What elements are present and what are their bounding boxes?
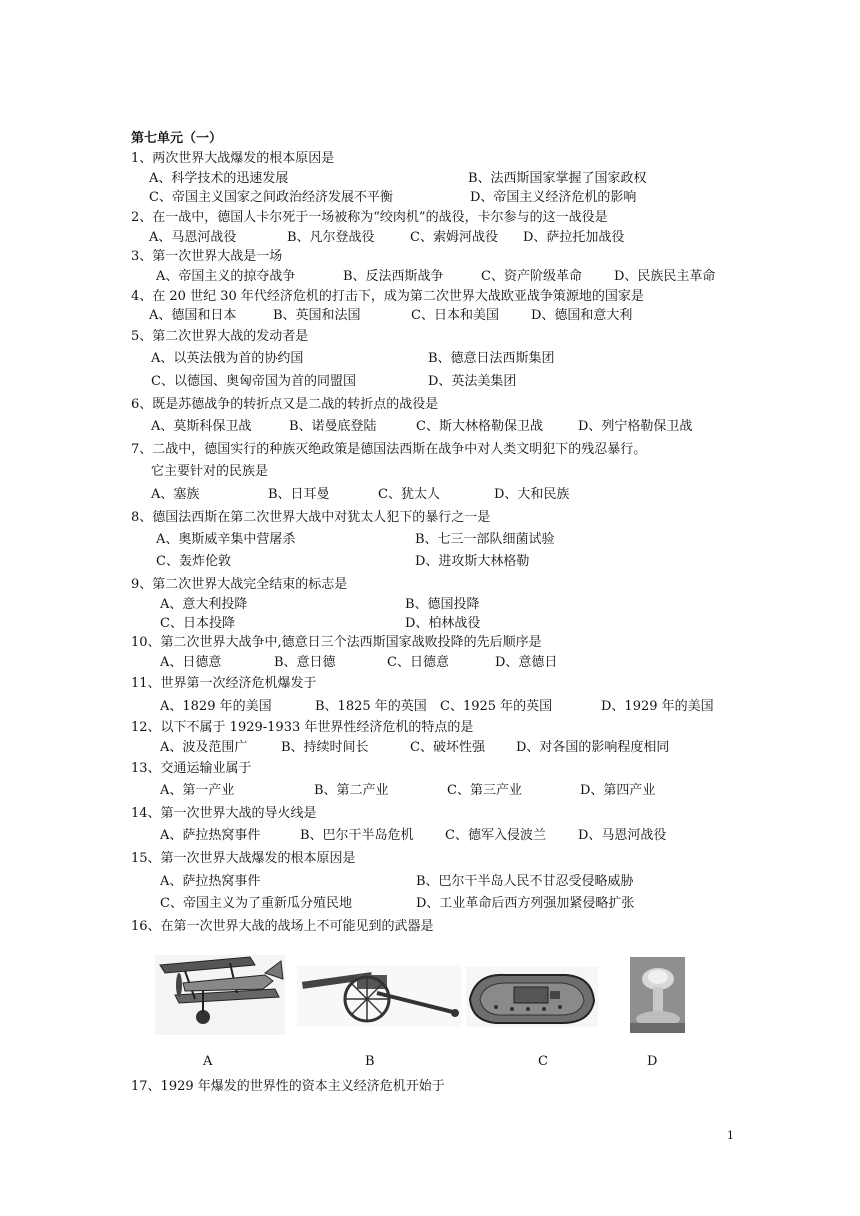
option-14c: C、德军入侵波兰	[445, 828, 546, 843]
question-14: 14、第一次世界大战的导火线是	[131, 806, 317, 821]
option-6b: B、诺曼底登陆	[289, 419, 377, 434]
option-14d: D、马恩河战役	[578, 828, 667, 843]
question-3: 3、第一次世界大战是一场	[131, 249, 283, 264]
question-8: 8、德国法西斯在第二次世界大战中对犹太人犯下的暴行之一是	[131, 510, 491, 525]
option-8c: C、轰炸伦敦	[156, 554, 231, 569]
option-12a: A、波及范围广	[160, 740, 248, 755]
option-1c: C、帝国主义国家之间政治经济发展不平衡	[149, 190, 393, 205]
option-9b: B、德国投降	[405, 597, 480, 612]
biplane-image	[155, 955, 285, 1035]
page-title: 第七单元（一）	[131, 131, 223, 146]
option-14a: A、萨拉热窝事件	[160, 828, 261, 843]
question-16: 16、在第一次世界大战的战场上不可能见到的武器是	[131, 919, 434, 934]
option-10b: B、意日德	[274, 655, 336, 670]
option-13a: A、第一产业	[160, 783, 235, 798]
option-3a: A、帝国主义的掠夺战争	[156, 269, 296, 284]
question-13: 13、交通运输业属于	[131, 761, 252, 776]
question-4: 4、在 20 世纪 30 年代经济危机的打击下，成为第二次世界大战欧亚战争策源地的国家是	[131, 289, 644, 304]
question-15: 15、第一次世界大战爆发的根本原因是	[131, 851, 356, 866]
option-8b: B、七三一部队细菌试验	[415, 532, 555, 547]
option-1d: D、帝国主义经济危机的影响	[470, 190, 637, 205]
option-5a: A、以英法俄为首的协约国	[151, 351, 304, 366]
picture-label-c: C	[538, 1054, 548, 1069]
page-number: 1	[727, 1129, 734, 1142]
option-2c: C、索姆河战役	[410, 230, 498, 245]
option-2d: D、萨拉托加战役	[523, 230, 625, 245]
option-15c: C、帝国主义为了重新瓜分殖民地	[160, 896, 352, 911]
option-11a: A、1829 年的美国	[160, 699, 272, 714]
tank-image	[466, 967, 598, 1027]
question-11: 11、世界第一次经济危机爆发于	[131, 676, 317, 691]
option-3b: B、反法西斯战争	[343, 269, 444, 284]
option-12b: B、持续时间长	[281, 740, 369, 755]
atomic-bomb-image	[630, 957, 685, 1033]
question-1: 1、两次世界大战爆发的根本原因是	[131, 151, 335, 166]
question-2: 2、在一战中，德国人卡尔死于一场被称为“绞肉机”的战役，卡尔参与的这一战役是	[131, 210, 608, 225]
option-4d: D、德国和意大利	[531, 308, 633, 323]
option-7b: B、日耳曼	[268, 487, 330, 502]
question-12: 12、以下不属于 1929-1933 年世界性经济危机的特点的是	[131, 720, 474, 735]
option-11c: C、1925 年的英国	[440, 699, 553, 714]
option-7c: C、犹太人	[378, 487, 440, 502]
question-7-cont: 它主要针对的民族是	[151, 464, 269, 479]
option-2b: B、凡尔登战役	[287, 230, 375, 245]
option-6d: D、列宁格勒保卫战	[578, 419, 693, 434]
question-9: 9、第二次世界大战完全结束的标志是	[131, 577, 348, 592]
option-12c: C、破坏性强	[410, 740, 485, 755]
option-11d: D、1929 年的美国	[601, 699, 714, 714]
option-5d: D、英法美集团	[428, 374, 517, 389]
question-17: 17、1929 年爆发的世界性的资本主义经济危机开始于	[131, 1079, 445, 1094]
option-1a: A、科学技术的迅速发展	[149, 171, 289, 186]
option-10d: D、意德日	[495, 655, 558, 670]
option-15a: A、萨拉热窝事件	[160, 874, 261, 889]
picture-label-d: D	[647, 1054, 658, 1069]
option-10c: C、日德意	[387, 655, 449, 670]
question-7: 7、二战中，德国实行的种族灭绝政策是德国法西斯在战争中对人类文明犯下的残忍暴行。	[131, 442, 647, 457]
option-5c: C、以德国、奥匈帝国为首的同盟国	[151, 374, 356, 389]
question-10: 10、第二次世界大战争中,德意日三个法西斯国家战败投降的先后顺序是	[131, 635, 542, 650]
option-13c: C、第三产业	[447, 783, 522, 798]
option-2a: A、马恩河战役	[149, 230, 237, 245]
option-15d: D、工业革命后西方列强加紧侵略扩张	[416, 896, 635, 911]
picture-label-a: A	[203, 1054, 213, 1069]
option-7d: D、大和民族	[494, 487, 570, 502]
option-7a: A、塞族	[151, 487, 200, 502]
option-13d: D、第四产业	[580, 783, 656, 798]
question-6: 6、既是苏德战争的转折点又是二战的转折点的战役是	[131, 397, 439, 412]
option-5b: B、德意日法西斯集团	[428, 351, 555, 366]
option-4a: A、德国和日本	[149, 308, 237, 323]
option-8d: D、进攻斯大林格勒	[415, 554, 530, 569]
option-9a: A、意大利投降	[160, 597, 248, 612]
option-9c: C、日本投降	[160, 616, 235, 631]
option-3c: C、资产阶级革命	[481, 269, 582, 284]
option-15b: B、巴尔干半岛人民不甘忍受侵略威胁	[416, 874, 634, 889]
option-4c: C、日本和美国	[411, 308, 499, 323]
option-6a: A、莫斯科保卫战	[151, 419, 252, 434]
option-12d: D、对各国的影响程度相同	[516, 740, 670, 755]
option-4b: B、英国和法国	[273, 308, 361, 323]
option-6c: C、斯大林格勒保卫战	[416, 419, 543, 434]
option-14b: B、巴尔干半岛危机	[300, 828, 414, 843]
picture-label-b: B	[365, 1054, 375, 1069]
option-8a: A、奥斯威辛集中营屠杀	[156, 532, 296, 547]
field-gun-image	[297, 965, 462, 1027]
option-11b: B、1825 年的英国	[315, 699, 427, 714]
option-1b: B、法西斯国家掌握了国家政权	[468, 171, 647, 186]
option-3d: D、民族民主革命	[614, 269, 716, 284]
question-5: 5、第二次世界大战的发动者是	[131, 329, 309, 344]
option-9d: D、柏林战役	[405, 616, 481, 631]
option-10a: A、日德意	[160, 655, 222, 670]
option-13b: B、第二产业	[314, 783, 389, 798]
